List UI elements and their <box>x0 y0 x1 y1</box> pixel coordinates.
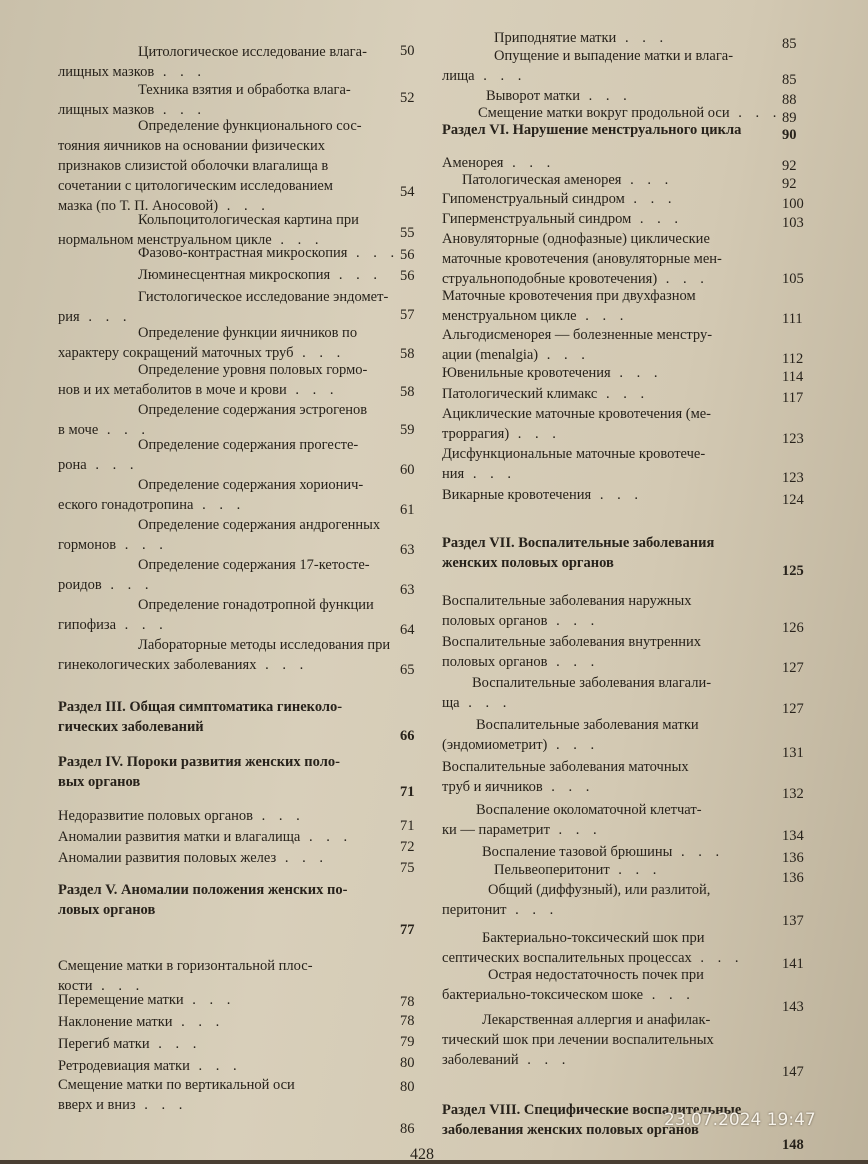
leader-dots: . . . <box>256 657 309 673</box>
leader-dots: . . . <box>591 487 643 503</box>
toc-entry-line: рия . . . <box>58 309 132 325</box>
toc-page-number: 52 <box>400 90 415 106</box>
toc-page-number: 127 <box>782 701 804 717</box>
toc-entry-line: Перегиб матки . . . <box>58 1036 202 1052</box>
toc-entry-line: Определение содержания 17-кетосте- <box>138 557 370 573</box>
toc-entry-line: Дисфункциональные маточные кровотече- <box>442 446 706 462</box>
toc-entry-line: нов и их метаболитов в моче и крови . . . <box>58 382 339 398</box>
toc-entry-line: характеру сокращений маточных труб . . . <box>58 345 346 361</box>
leader-dots: . . . <box>193 497 246 513</box>
toc-page-number: 80 <box>400 1079 415 1095</box>
toc-page-number: 136 <box>782 870 804 886</box>
toc-entry-line: гинекологических заболеваниях . . . <box>58 657 309 673</box>
leader-dots: . . . <box>576 308 629 324</box>
toc-entry <box>58 848 388 868</box>
toc-entry-line: Наклонение матки . . . <box>58 1014 225 1030</box>
toc-page-number: 92 <box>782 158 797 174</box>
toc-page-number: 90 <box>782 127 797 143</box>
toc-page-number: 147 <box>782 1064 804 1080</box>
leader-dots: . . . <box>542 779 595 795</box>
leader-dots: . . . <box>459 695 512 711</box>
toc-page-number: 88 <box>782 92 797 108</box>
leader-dots: . . . <box>672 844 725 860</box>
toc-entry-line: Определение функции яичников по <box>138 325 358 341</box>
toc-entry-line: ща . . . <box>442 695 512 711</box>
toc-page-number: 85 <box>782 72 797 88</box>
toc-entry <box>58 1056 388 1076</box>
toc-entry-line: Воспалительные заболевания маточных <box>442 759 689 775</box>
toc-entry-line: Лекарственная аллергия и анафилак- <box>482 1012 711 1028</box>
toc-entry-line: труб и яичников . . . <box>442 779 595 795</box>
leader-dots: . . . <box>286 382 339 398</box>
toc-entry-line: Цитологическое исследование влага- <box>138 44 367 60</box>
toc-entry <box>442 591 782 631</box>
toc-page-number: 103 <box>782 215 804 231</box>
leader-dots: . . . <box>538 347 590 363</box>
toc-entry-line: Ациклические маточные кровотечения (ме- <box>442 406 712 422</box>
toc-entry <box>442 325 782 365</box>
toc-page-number: 59 <box>400 422 415 438</box>
toc-page-number: 55 <box>400 225 415 241</box>
toc-page-number: 124 <box>782 492 804 508</box>
toc-page-number: 136 <box>782 850 804 866</box>
toc-entry <box>58 635 391 675</box>
toc-entry-line: Приподнятие матки . . . <box>494 30 669 46</box>
toc-page-number: 71 <box>400 818 415 834</box>
toc-page-number: 114 <box>782 369 804 385</box>
toc-entry-line: перитонит . . . <box>442 902 559 918</box>
toc-entry-line: троррагия) . . . <box>442 426 561 442</box>
toc-entry-line: Определение содержания андрогенных <box>138 517 381 533</box>
toc-entry <box>58 42 388 82</box>
toc-entry-line: лищных мазков . . . <box>58 102 206 118</box>
toc-entry-line: вверх и вниз . . . <box>58 1097 188 1113</box>
toc-entry-line: заболевания женских половых органов <box>442 1122 699 1138</box>
toc-page-number: 86 <box>400 1121 415 1137</box>
leader-dots: . . . <box>300 829 353 845</box>
toc-page-number: 132 <box>782 786 804 802</box>
toc-entry-line: Аномалии развития половых желез . . . <box>58 850 328 866</box>
toc-entry <box>58 435 388 475</box>
toc-page-number: 77 <box>400 922 415 938</box>
toc-entry-line: ки — параметрит . . . <box>442 822 602 838</box>
toc-page-number: 56 <box>400 268 415 284</box>
photo-timestamp: 23.07.2024 19:47 <box>664 1110 816 1130</box>
toc-entry-line: Аменорея . . . <box>442 155 556 171</box>
leader-dots: . . . <box>506 902 559 918</box>
toc-entry-line: Ювенильные кровотечения . . . <box>442 365 663 381</box>
leader-dots: . . . <box>79 309 132 325</box>
leader-dots: . . . <box>330 267 382 283</box>
leader-dots: . . . <box>98 422 151 438</box>
toc-page-number: 125 <box>782 563 804 579</box>
toc-entry-line: Воспалительные заболевания внутренних <box>442 634 701 650</box>
leader-dots: . . . <box>643 987 695 1003</box>
toc-entry-line: лищных мазков . . . <box>58 64 206 80</box>
toc-page-number: 63 <box>400 542 415 558</box>
leader-dots: . . . <box>172 1014 225 1030</box>
toc-entry-line: Раздел V. Аномалии положения женских по- <box>58 882 348 898</box>
toc-entry <box>442 880 782 920</box>
toc-entry <box>442 1010 782 1070</box>
toc-entry-line: Техника взятия и обработка влага- <box>138 82 351 98</box>
leader-dots: . . . <box>474 68 527 84</box>
toc-entry <box>442 209 782 229</box>
toc-entry <box>58 323 388 363</box>
toc-entry <box>442 965 782 1005</box>
toc-entry-line: септических воспалительных процессах . . . <box>442 950 744 966</box>
toc-entry <box>442 715 782 755</box>
toc-entry <box>442 444 782 484</box>
toc-entry <box>58 287 388 327</box>
leader-dots: . . . <box>116 617 168 633</box>
toc-page-number: 137 <box>782 913 804 929</box>
toc-page-number: 112 <box>782 351 804 367</box>
toc-entry-line: Определение уровня половых гормо- <box>138 362 368 378</box>
toc-entry-line: Определение функционального сос- <box>138 118 362 134</box>
toc-entry-line: Воспаление околоматочной клетчат- <box>476 802 702 818</box>
toc-entry-line: Смещение матки в горизонтальной плос- <box>58 958 313 974</box>
leader-dots: . . . <box>547 613 600 629</box>
toc-entry <box>442 673 782 713</box>
toc-entry-line: Определение содержания эстрогенов <box>138 402 368 418</box>
leader-dots: . . . <box>503 155 556 171</box>
toc-page-number: 50 <box>400 43 415 59</box>
toc-entry-line: Ановуляторные (однофазные) циклические <box>442 231 710 247</box>
toc-entry-line: половых органов . . . <box>442 654 600 670</box>
toc-entry-line: Определение гонадотропной функции <box>138 597 374 613</box>
toc-entry-line: половых органов . . . <box>442 613 600 629</box>
toc-entry-line: Люминесцентная микроскопия . . . <box>138 267 382 283</box>
toc-entry-line: менструальном цикле . . . <box>442 308 629 324</box>
toc-entry <box>442 842 782 862</box>
toc-entry <box>442 757 782 797</box>
leader-dots: . . . <box>729 105 782 121</box>
toc-entry-line: гормонов . . . <box>58 537 168 553</box>
toc-entry <box>442 46 782 86</box>
leader-dots: . . . <box>631 211 684 227</box>
toc-entry-line: маточные кровотечения (ановуляторные мен- <box>442 251 722 267</box>
toc-entry-line: сочетании с цитологическим исследованием <box>58 178 333 194</box>
toc-entry <box>58 265 388 285</box>
toc-entry-line: (эндомиометрит) . . . <box>442 737 600 753</box>
toc-page-number: 56 <box>400 247 415 263</box>
toc-entry-line: Недоразвитие половых органов . . . <box>58 808 305 824</box>
toc-page-number: 89 <box>782 110 797 126</box>
toc-entry-line: Смещение матки по вертикальной оси <box>58 1077 295 1093</box>
toc-page-number: 66 <box>400 728 415 744</box>
toc-entry-line: Гипоменструальный синдром . . . <box>442 191 677 207</box>
toc-entry-line: Определение содержания прогесте- <box>138 437 359 453</box>
toc-entry-line: Гиперменструальный синдром . . . <box>442 211 684 227</box>
toc-entry <box>58 400 388 440</box>
toc-entry-line: Патологический климакс . . . <box>442 386 650 402</box>
leader-dots: . . . <box>149 1036 202 1052</box>
toc-entry-line: Аномалии развития матки и влагалища . . . <box>58 829 353 845</box>
toc-entry <box>58 1075 388 1115</box>
toc-entry-line: еского гонадотропина . . . <box>58 497 246 513</box>
toc-entry-line: Раздел VI. Нарушение менструального цикла <box>442 122 742 138</box>
toc-entry-line: Воспалительные заболевания матки <box>476 717 699 733</box>
toc-entry <box>442 28 782 48</box>
toc-entry <box>442 363 782 383</box>
toc-page-number: 111 <box>782 311 803 327</box>
toc-page-number: 123 <box>782 470 804 486</box>
toc-page-number: 78 <box>400 1013 415 1029</box>
toc-entry <box>442 800 782 840</box>
leader-dots: . . . <box>253 808 305 824</box>
toc-page-number: 80 <box>400 1055 415 1071</box>
toc-entry-line: Общий (диффузный), или разлитой, <box>488 882 711 898</box>
toc-entry-line: бактериально-токсическом шоке . . . <box>442 987 695 1003</box>
leader-dots: . . . <box>509 426 561 442</box>
toc-entry-line: Воспаление тазовой брюшины . . . <box>482 844 725 860</box>
leader-dots: . . . <box>547 737 600 753</box>
toc-entry <box>58 475 388 515</box>
toc-page-number: 126 <box>782 620 804 636</box>
leader-dots: . . . <box>579 88 632 104</box>
toc-entry <box>58 555 388 595</box>
toc-entry-line: лища . . . <box>442 68 527 84</box>
leader-dots: . . . <box>616 30 669 46</box>
toc-entry <box>58 80 388 120</box>
leader-dots: . . . <box>116 537 168 553</box>
toc-page-number: 148 <box>782 1137 804 1153</box>
toc-page-number: 61 <box>400 502 415 518</box>
toc-page-number: 117 <box>782 390 804 406</box>
toc-entry <box>58 827 388 847</box>
leader-dots: . . . <box>154 64 206 80</box>
toc-page-number: 127 <box>782 660 804 676</box>
toc-entry-line: Смещение матки вокруг продольной оси . . . <box>478 105 782 121</box>
toc-entry-line: Опущение и выпадение матки и влага- <box>494 48 734 64</box>
toc-page-number: 60 <box>400 462 415 478</box>
toc-entry-line: Лабораторные методы исследования при <box>138 637 391 653</box>
toc-entry-line: Раздел IV. Пороки развития женских поло- <box>58 754 340 770</box>
toc-entry-line: роидов . . . <box>58 577 154 593</box>
toc-entry-line: Перемещение матки . . . <box>58 992 236 1008</box>
toc-entry-line: Раздел III. Общая симптоматика гинеколо- <box>58 699 343 715</box>
toc-page-number: 85 <box>782 36 797 52</box>
toc-entry-line: ации (menalgia) . . . <box>442 347 590 363</box>
toc-entry <box>442 229 782 289</box>
leader-dots: . . . <box>597 386 650 402</box>
toc-entry <box>58 1012 388 1032</box>
toc-page-number: 64 <box>400 622 415 638</box>
toc-entry-line: струальноподобные кровотечения) . . . <box>442 271 709 287</box>
toc-page-number: 134 <box>782 828 804 844</box>
toc-entry <box>442 404 782 444</box>
toc-entry-line: Гистологическое исследование эндомет- <box>138 289 389 305</box>
toc-entry-line: ния . . . <box>442 466 516 482</box>
toc-page-number: 58 <box>400 384 415 400</box>
toc-entry-line: ловых органов <box>58 902 156 918</box>
toc-entry-line: Пельвеоперитонит . . . <box>494 862 662 878</box>
toc-entry <box>58 116 388 216</box>
toc-entry-line: Викарные кровотечения . . . <box>442 487 643 503</box>
toc-entry <box>58 990 388 1010</box>
toc-entry <box>58 806 388 826</box>
toc-section-heading <box>58 697 388 737</box>
toc-entry-line: мазка (по Т. П. Аносовой) . . . <box>58 198 270 214</box>
toc-entry-line: заболеваний . . . <box>442 1052 571 1068</box>
toc-entry <box>58 360 388 400</box>
toc-page-number: 65 <box>400 662 415 678</box>
leader-dots: . . . <box>154 102 206 118</box>
toc-entry <box>442 189 782 209</box>
toc-entry-line: Острая недостаточность почек при <box>488 967 704 983</box>
leader-dots: . . . <box>691 950 744 966</box>
toc-section-heading <box>58 880 388 920</box>
leader-dots: . . . <box>610 365 663 381</box>
toc-entry-line: Альгодисменорея — болезненные менстру- <box>442 327 713 343</box>
leader-dots: . . . <box>464 466 516 482</box>
leader-dots: . . . <box>101 577 154 593</box>
leader-dots: . . . <box>657 271 709 287</box>
toc-entry-line: признаков слизистой оболочки влагалища в <box>58 158 329 174</box>
leader-dots: . . . <box>347 245 400 261</box>
toc-entry-line: в моче . . . <box>58 422 151 438</box>
toc-page-number: 123 <box>782 431 804 447</box>
toc-page-number: 131 <box>782 745 804 761</box>
leader-dots: . . . <box>276 850 328 866</box>
toc-entry-line: Патологическая аменорея . . . <box>462 172 674 188</box>
toc-entry-line: Определение содержания хорионич- <box>138 477 364 493</box>
toc-entry <box>58 595 388 635</box>
toc-entry <box>58 515 388 555</box>
toc-page-number: 57 <box>400 307 415 323</box>
toc-entry-line: Ретродевиация матки . . . <box>58 1058 242 1074</box>
toc-entry-line: Раздел VIII. Специфические воспалительные <box>442 1102 742 1118</box>
leader-dots: . . . <box>218 198 270 214</box>
page-number: 428 <box>410 1146 434 1163</box>
toc-page-number: 105 <box>782 271 804 287</box>
toc-page-number: 75 <box>400 860 415 876</box>
leader-dots: . . . <box>624 191 677 207</box>
toc-entry-line: гических заболеваний <box>58 719 204 735</box>
toc-entry-line: гипофиза . . . <box>58 617 168 633</box>
toc-entry-line: рона . . . <box>58 457 139 473</box>
toc-entry <box>58 243 400 263</box>
toc-entry <box>442 860 782 880</box>
toc-page-number: 100 <box>782 196 804 212</box>
toc-entry <box>442 384 782 404</box>
toc-entry-line: кости . . . <box>58 978 145 994</box>
leader-dots: . . . <box>547 654 600 670</box>
toc-entry-line: вых органов <box>58 774 141 790</box>
leader-dots: . . . <box>135 1097 188 1113</box>
leader-dots: . . . <box>92 978 145 994</box>
leader-dots: . . . <box>189 1058 242 1074</box>
toc-entry-line: женских половых органов <box>442 555 614 571</box>
toc-entry-line: Кольпоцитологическая картина при <box>138 212 359 228</box>
leader-dots: . . . <box>518 1052 571 1068</box>
toc-section-heading <box>442 533 782 573</box>
toc-entry <box>442 485 782 505</box>
toc-entry <box>442 286 782 326</box>
toc-section-heading <box>442 120 782 140</box>
toc-entry-line: Фазово-контрастная микроскопия . . . <box>138 245 400 261</box>
leader-dots: . . . <box>621 172 674 188</box>
leader-dots: . . . <box>609 862 662 878</box>
toc-entry-line: тический шок при лечении воспалительных <box>442 1032 714 1048</box>
toc-entry-line: Бактериально-токсический шок при <box>482 930 705 946</box>
toc-entry-line: Маточные кровотечения при двухфазном <box>442 288 696 304</box>
leader-dots: . . . <box>549 822 602 838</box>
toc-section-heading <box>58 752 388 792</box>
toc-page-number: 143 <box>782 999 804 1015</box>
leader-dots: . . . <box>271 232 324 248</box>
toc-page-number: 71 <box>400 784 415 800</box>
leader-dots: . . . <box>183 992 236 1008</box>
toc-page-number: 141 <box>782 956 804 972</box>
toc-entry <box>58 1034 388 1054</box>
toc-page-number: 79 <box>400 1034 415 1050</box>
toc-entry-line: Воспалительные заболевания влагали- <box>472 675 712 691</box>
toc-page-number: 72 <box>400 839 415 855</box>
toc-entry <box>442 632 782 672</box>
toc-entry-line: Раздел VII. Воспалительные заболевания <box>442 535 715 551</box>
toc-entry <box>442 928 782 968</box>
toc-entry-line: тояния яичников на основании физических <box>58 138 325 154</box>
toc-entry-line: Выворот матки . . . <box>486 88 632 104</box>
toc-page-number: 78 <box>400 994 415 1010</box>
toc-page-number: 54 <box>400 184 415 200</box>
toc-entry-line: нормальном менструальном цикле . . . <box>58 232 324 248</box>
leader-dots: . . . <box>293 345 346 361</box>
toc-page-number: 58 <box>400 346 415 362</box>
toc-entry <box>442 170 782 190</box>
toc-page-number: 92 <box>782 176 797 192</box>
toc-entry-line: Воспалительные заболевания наружных <box>442 593 692 609</box>
toc-page-number: 63 <box>400 582 415 598</box>
leader-dots: . . . <box>86 457 139 473</box>
